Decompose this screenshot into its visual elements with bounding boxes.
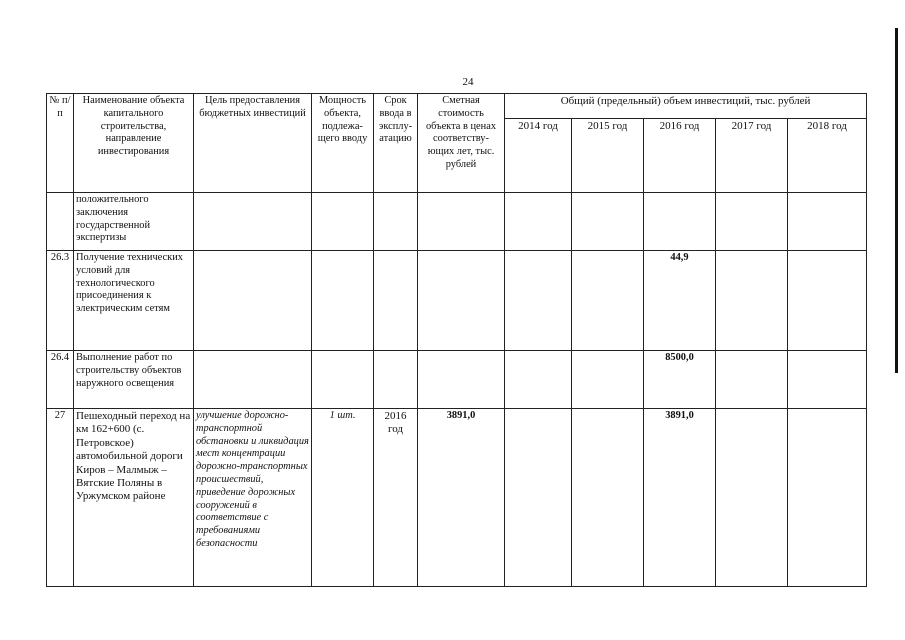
row-object-name: Пешеходный переход на км 162+600 (с. Петровское) автомобильной дороги Киров – Малмыж – Вятские Поляны в Уржумском районе (74, 409, 194, 587)
row-number (47, 193, 74, 251)
row-number: 26.3 (47, 251, 74, 351)
row-2015 (572, 409, 644, 587)
table-row (47, 193, 867, 251)
row-number: 26.4 (47, 351, 74, 409)
row-2014 (505, 351, 572, 409)
row-2017 (716, 351, 788, 409)
table-row (47, 351, 867, 409)
row-2015 (572, 251, 644, 351)
row-cost: 3891,0 (418, 409, 505, 587)
row-cost (418, 193, 505, 251)
row-2014 (505, 193, 572, 251)
row-2015 (572, 351, 644, 409)
row-2018 (788, 409, 867, 587)
row-cost (418, 251, 505, 351)
row-2016 (644, 193, 716, 251)
page-number: 24 (462, 76, 474, 88)
header-cost: Сметная стоимость объекта в ценах соответству-ющих лет, тыс. рублей (418, 94, 505, 193)
header-total-investment: Общий (предельный) объем инвестиций, тыс. рублей (505, 94, 867, 119)
scan-edge-line (895, 28, 898, 373)
header-term: Срок ввода в эксплу-атацию (374, 94, 418, 193)
header-year-2014: 2014 год (505, 119, 572, 193)
row-2018 (788, 193, 867, 251)
row-capacity (312, 193, 374, 251)
row-2014 (505, 251, 572, 351)
header-row-1 (47, 94, 867, 119)
row-2017 (716, 193, 788, 251)
table-row (47, 251, 867, 351)
header-year-2017: 2017 год (716, 119, 788, 193)
row-2016: 44,9 (644, 251, 716, 351)
row-number: 27 (47, 409, 74, 587)
row-2016: 3891,0 (644, 409, 716, 587)
row-capacity (312, 351, 374, 409)
row-goal: улучшение дорожно-транспортной обстановки и ликвидация мест концентрации дорожно-транспортных происшествий, приведение дорожных сооружений в соответствие с требованиями безопасности (194, 409, 312, 587)
row-capacity: 1 шт. (312, 409, 374, 587)
row-2018 (788, 251, 867, 351)
row-2017 (716, 251, 788, 351)
row-goal (194, 351, 312, 409)
row-2016: 8500,0 (644, 351, 716, 409)
row-term (374, 251, 418, 351)
header-number: № п/п (47, 94, 74, 193)
header-object-name: Наименование объекта капитального строительства, направление инвестирования (74, 94, 194, 193)
row-goal (194, 193, 312, 251)
row-term (374, 193, 418, 251)
header-year-2018: 2018 год (788, 119, 867, 193)
header-year-2015: 2015 год (572, 119, 644, 193)
row-term (374, 351, 418, 409)
table-row (47, 409, 867, 587)
header-capacity: Мощность объекта, подлежа-щего вводу (312, 94, 374, 193)
header-year-2016: 2016 год (644, 119, 716, 193)
row-object-name: Выполнение работ по строительству объектов наружного освещения (74, 351, 194, 409)
row-goal (194, 251, 312, 351)
row-term: 2016 год (374, 409, 418, 587)
row-cost (418, 351, 505, 409)
row-capacity (312, 251, 374, 351)
header-goal: Цель предоставления бюджетных инвестиций (194, 94, 312, 193)
row-2018 (788, 351, 867, 409)
row-2015 (572, 193, 644, 251)
row-2017 (716, 409, 788, 587)
row-object-name: положительного заключения государственной экспертизы (74, 193, 194, 251)
investment-table (46, 93, 867, 587)
row-object-name: Получение технических условий для технологического присоединения к электрическим сетям (74, 251, 194, 351)
row-2014 (505, 409, 572, 587)
